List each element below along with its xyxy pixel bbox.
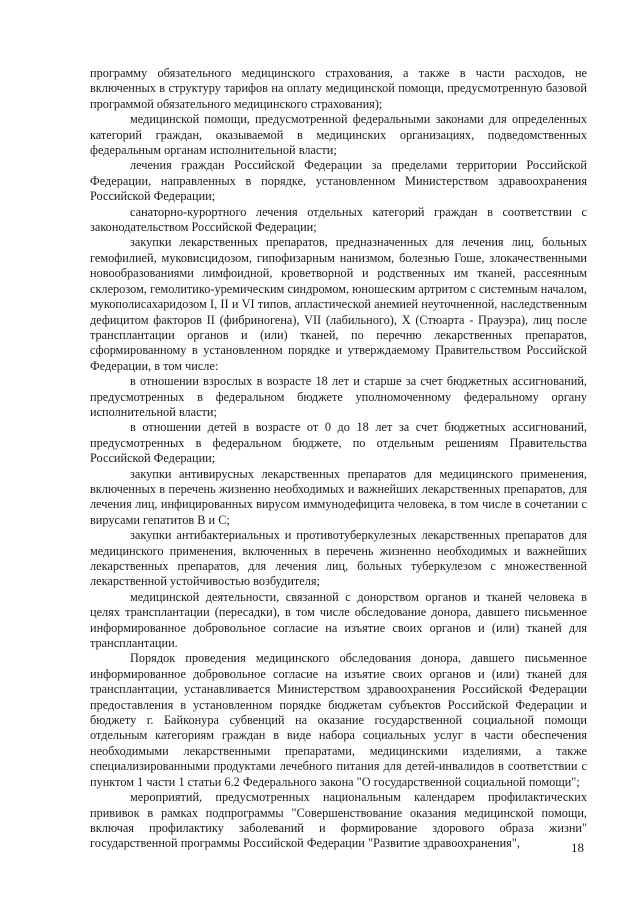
page-number: 18 <box>571 840 584 855</box>
paragraph: Порядок проведения медицинского обследования донора, давшего письменное информированное добровольное согласие на изъятие своих органов и (или) тканей для трансплантации, устанавливается Министерством здравоохранения Российской Федерации предоставления в установленном порядке бюджетам субъектов Российской Федерации и бюджету г. Байконура субвенций на оказание государственной социальной помощи отдельным категориям граждан в виде набора социальных услуг в части обеспечения необходимыми лекарственными препаратами, медицинскими изделиями, а также специализированными продуктами лечебного питания для детей-инвалидов в соответствии с пунктом 1 части 1 статьи 6.2 Федерального закона "О государственной социальной помощи"; <box>90 651 587 789</box>
paragraph: лечения граждан Российской Федерации за пределами территории Российской Федерации, направленных в порядке, установленном Министерством здравоохранения Российской Федерации; <box>90 158 587 204</box>
paragraph: в отношении взрослых в возрасте 18 лет и старше за счет бюджетных ассигнований, предусмотренных в федеральном бюджете уполномоченному федеральному органу исполнительной власти; <box>90 374 587 419</box>
paragraph: закупки антивирусных лекарственных препаратов для медицинского применения, включенных в перечень жизненно необходимых и важнейших лекарственных препаратов, для лечения лиц, инфицированных вирусом иммунодефицита человека, в том числе в сочетании с вирусами гепатитов B и C; <box>90 466 587 527</box>
paragraph: закупки антибактериальных и противотуберкулезных лекарственных препаратов для медицинского применения, включенных в перечень жизненно необходимых и важнейших лекарственных препаратов, для лечения лиц, больных туберкулезом с множественной лекарственной устойчивостью возбудителя; <box>90 528 587 589</box>
document-body <box>90 66 587 852</box>
paragraph: медицинской деятельности, связанной с донорством органов и тканей человека в целях трансплантации (пересадки), в том числе обследование донора, давшего письменное информированное добровольное согласие на изъятие своих органов и (или) тканей для трансплантации. <box>90 589 587 651</box>
paragraph: медицинской помощи, предусмотренной федеральными законами для определенных категорий граждан, оказываемой в медицинских организациях, подведомственных федеральным органам исполнительной власти; <box>90 112 587 158</box>
paragraph: мероприятий, предусмотренных национальным календарем профилактических прививок в рамках подпрограммы "Совершенствование оказания медицинской помощи, включая профилактику заболеваний и формирование здорового образа жизни" государственной программы Российской Федерации "Развитие здравоохранения", <box>90 790 587 851</box>
paragraph: в отношении детей в возрасте от 0 до 18 лет за счет бюджетных ассигнований, предусмотренных в федеральном бюджете, по отдельным решениям Правительства Российской Федерации; <box>90 420 587 466</box>
paragraph: санаторно-курортного лечения отдельных категорий граждан в соответствии с законодательством Российской Федерации; <box>90 204 587 235</box>
paragraph: закупки лекарственных препаратов, предназначенных для лечения лиц, больных гемофилией, муковисцидозом, гипофизарным нанизмом, болезнью Гоше, злокачественными новообразованиями лимфоидной, кроветворной и родственных им тканей, рассеянным склерозом, гемолитико-уремическим синдромом, юношеским артритом с системным началом, мукополисахаридозом I, II и VI типов, апластической анемией неуточненной, наследственным дефицитом факторов II (фибриногена), VII (лабильного), X (Стюарта - Прауэра), лиц после трансплантации органов и (или) тканей, по перечню лекарственных препаратов, сформированному в установленном порядке и утверждаемому Правительством Российской Федерации, в том числе: <box>90 235 587 373</box>
paragraph: программу обязательного медицинского страхования, а также в части расходов, не включенных в структуру тарифов на оплату медицинской помощи, предусмотренную базовой программой обязательного медицинского страхования); <box>90 66 587 111</box>
